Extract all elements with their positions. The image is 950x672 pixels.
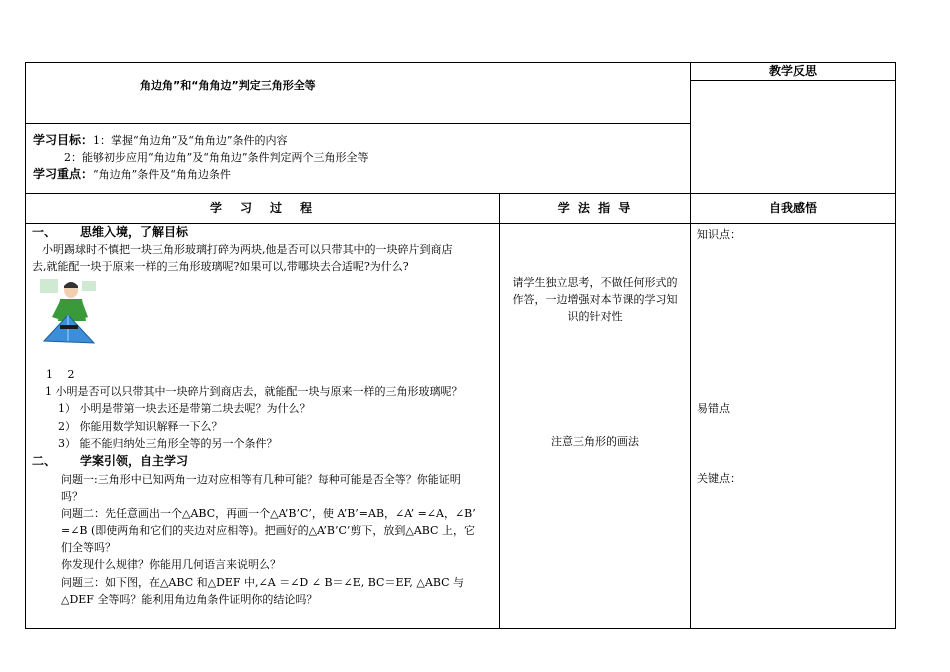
- q3-line1: 问题三：如下图，在△ABC 和△DEF 中,∠A ＝∠D ∠ B＝∠E, BC＝EF, △ABC 与: [61, 576, 465, 589]
- background-patch: [82, 281, 96, 291]
- column-self-header: 自我感悟: [768, 201, 817, 215]
- method-tip2: 注意三角形的画法: [551, 435, 639, 448]
- column-process-header: 学 习 过 程: [209, 201, 315, 215]
- q1-line2: 吗？: [61, 490, 83, 503]
- document-title: 角边角”和“角角边”判定三角形全等: [140, 79, 316, 92]
- q2-line3: 们全等吗？: [61, 541, 116, 554]
- reflection-title: 教学反思: [768, 64, 817, 78]
- q1-line1: 问题一:三角形中已知两角一边对应相等有几种可能？每种可能是否全等？你能证明: [61, 473, 461, 486]
- self-mistake-label: 易错点: [697, 402, 730, 415]
- piece-labels: 1 2: [46, 368, 75, 381]
- self-knowledge-label: 知识点：: [697, 228, 741, 241]
- section1-title: 思维入境，了解目标: [80, 225, 189, 239]
- q2-line4: 你发现什么规律？你能用几何语言来说明么？: [61, 558, 281, 571]
- section1-sub2: 2） 你能用数学知识解释一下么？: [58, 420, 223, 433]
- column-method-header: 学 法 指 导: [557, 201, 633, 215]
- table-bottom-border: [25, 628, 896, 629]
- method-tip1-line3: 识的针对性: [567, 310, 623, 323]
- q3-line2: △DEF 全等吗？能利用角边角条件证明你的结论吗？: [61, 593, 318, 606]
- table-left-border: [25, 62, 26, 629]
- section1-sub1: 1） 小明是带第一块去还是带第二块去呢？为什么？: [58, 402, 311, 415]
- table-right-border: [895, 62, 896, 629]
- section1-number: 一、: [32, 225, 57, 239]
- section1-sub3: 3） 能不能归纳处三角形全等的另一个条件？: [58, 437, 278, 450]
- section1-question: 1 小明是否可以只带其中一块碎片到商店去，就能配一块与原来一样的三角形玻璃呢？: [45, 385, 463, 398]
- focus-line: [33, 166, 231, 183]
- method-tip1-line1: 请学生独立思考，不做任何形式的: [512, 276, 678, 289]
- background-patch: [40, 279, 58, 293]
- boy-hair: [64, 282, 78, 288]
- section1-paragraph-line1: 小明踢球时不慎把一块三角形玻璃打碎为两块,他是否可以只带其中的一块碎片到商店: [42, 243, 453, 256]
- goals-bottom-line: [25, 193, 896, 194]
- goals-item2: 2：能够初步应用“角边角”及“角角边”条件判定两个三角形全等: [64, 151, 369, 164]
- reflection-header-line: [690, 80, 896, 81]
- goals-item1: 1：掌握“角边角”及“角角边”条件的内容: [93, 134, 288, 147]
- process-method-divider: [499, 193, 500, 629]
- self-key-label: 关键点：: [697, 472, 741, 485]
- goals-line1: [33, 132, 288, 149]
- focus-text: “角边角”条件及“角角边条件: [93, 168, 231, 181]
- q2-line1: 问题二：先任意画出一个△ABC，再画一个△A’B’C’，使 A’B’=AB，∠A’ =∠A，∠B’: [61, 507, 476, 520]
- boy-hands: [60, 325, 78, 329]
- method-tip1-line2: 作答，一边增强对本节课的学习知: [512, 293, 678, 306]
- reflection-divider: [690, 62, 691, 629]
- q2-line2: =∠B (即使两角和它们的夹边对应相等)。把画好的△A’B’C’剪下，放到△ABC 上，它: [61, 524, 475, 537]
- section2-number: 二、: [32, 454, 57, 468]
- boy-with-glass-illustration: [38, 275, 100, 347]
- section2-title: 学案引领，自主学习: [80, 454, 189, 468]
- section1-paragraph-line2: 去,就能配一块于原来一样的三角形玻璃呢?如果可以,带哪块去合适呢?为什么?: [32, 260, 409, 273]
- goals-label: 学习目标：: [33, 133, 94, 147]
- title-goals-divider: [25, 123, 690, 124]
- focus-label: 学习重点：: [33, 167, 94, 181]
